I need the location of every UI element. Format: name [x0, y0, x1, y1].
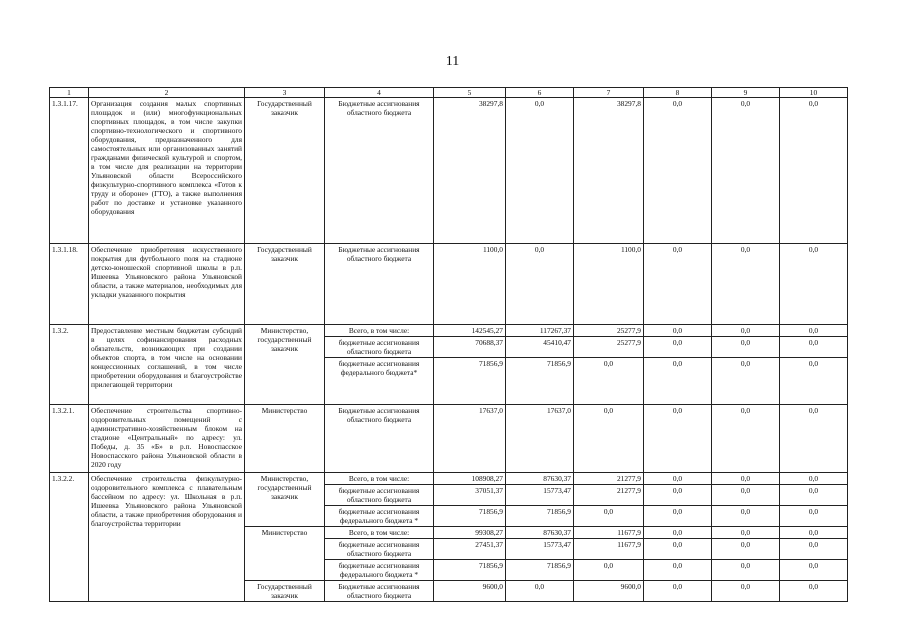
- cell-value: 38297,8: [574, 98, 644, 244]
- row-name: Предоставление местным бюджетам субсидий в целях софинансирования расходных обязательств, возникающих при создании объектов спорта, в том числе на основании концессионных соглашений, в том числе приобретении оборудования и благоустройстве прилегающей территории: [89, 325, 245, 405]
- row-source: Всего, в том числе:: [325, 325, 434, 337]
- column-header: 8: [644, 88, 712, 98]
- cell-value: 0,0: [712, 244, 780, 325]
- cell-value: 38297,8: [434, 98, 506, 244]
- row-executor: Государственный заказчик: [245, 581, 325, 602]
- column-header: 5: [434, 88, 506, 98]
- cell-value: 142545,27: [434, 325, 506, 337]
- row-source: Бюджетные ассигнования областного бюджета: [325, 244, 434, 325]
- cell-value: 0,0: [712, 527, 780, 539]
- row-code: 1.3.1.17.: [50, 98, 89, 244]
- cell-value: 99308,27: [434, 527, 506, 539]
- cell-value: 0,0: [712, 485, 780, 506]
- cell-value: 0,0: [712, 506, 780, 527]
- row-name: Организация создания малых спортивных площадок и (или) многофункциональных спортивных площадок, в том числе закупки спортивно-технологического и спортивного оборудования, предназначенного для самостоятельных или организованных занятий гражданами физической культурой и спортом, в том числе для реализации на территории Ульяновской области Всероссийского физкультурно-спортивного комплекса «Готов к труду и обороне» (ГТО), а также выполнения работ по доставке и установке указанного оборудования: [89, 98, 245, 244]
- cell-value: 11677,9: [574, 527, 644, 539]
- cell-value: 0,0: [712, 337, 780, 358]
- column-header: 3: [245, 88, 325, 98]
- row-executor: Государственный заказчик: [245, 98, 325, 244]
- cell-value: 0,0: [780, 581, 848, 602]
- row-source: Всего, в том числе:: [325, 473, 434, 485]
- cell-value: 0,0: [574, 358, 644, 405]
- cell-value: 0,0: [644, 527, 712, 539]
- cell-value: 71856,9: [434, 506, 506, 527]
- cell-value: 0,0: [780, 244, 848, 325]
- cell-value: 9600,0: [574, 581, 644, 602]
- cell-value: 0,0: [780, 337, 848, 358]
- row-source: бюджетные ассигнования областного бюджета: [325, 337, 434, 358]
- cell-value: 0,0: [574, 405, 644, 473]
- row-source: Бюджетные ассигнования областного бюджета: [325, 581, 434, 602]
- cell-value: 0,0: [780, 560, 848, 581]
- column-header: 9: [712, 88, 780, 98]
- cell-value: 0,0: [712, 98, 780, 244]
- cell-value: 0,0: [712, 581, 780, 602]
- row-source: Бюджетные ассигнования областного бюджета: [325, 98, 434, 244]
- cell-value: 21277,9: [574, 485, 644, 506]
- cell-value: 0,0: [644, 539, 712, 560]
- cell-value: 0,0: [780, 485, 848, 506]
- cell-value: 87630,37: [506, 473, 574, 485]
- cell-value: 0,0: [780, 473, 848, 485]
- cell-value: 0,0: [644, 506, 712, 527]
- row-name: Обеспечение строительства физкультурно-оздоровительного комплекса с плавательным бассейном по адресу: ул. Школьная в р.п. Ишеевка Ульяновского района Ульяновской области, а также приобретения оборудования и благоустройства территории: [89, 473, 245, 602]
- cell-value: 71856,9: [506, 560, 574, 581]
- row-executor: Министерство, государственный заказчик: [245, 473, 325, 527]
- cell-value: 0,0: [780, 98, 848, 244]
- column-header: 10: [780, 88, 848, 98]
- cell-value: 37051,37: [434, 485, 506, 506]
- column-header: 4: [325, 88, 434, 98]
- row-source: Всего, в том числе:: [325, 527, 434, 539]
- cell-value: 1100,0: [574, 244, 644, 325]
- row-name: Обеспечение приобретения искусственного покрытия для футбольного поля на стадионе детско-юношеской спортивной школы в р.п. Ишеевка Ульяновского района Ульяновской области, а также материалов, необходимых для укладки указанного покрытия: [89, 244, 245, 325]
- cell-value: 0,0: [712, 358, 780, 405]
- cell-value: 0,0: [780, 325, 848, 337]
- cell-value: 0,0: [506, 98, 574, 244]
- cell-value: 0,0: [644, 485, 712, 506]
- cell-value: 9600,0: [434, 581, 506, 602]
- cell-value: 11677,9: [574, 539, 644, 560]
- cell-value: 0,0: [644, 581, 712, 602]
- cell-value: 71856,9: [434, 560, 506, 581]
- row-name: Обеспечение строительства спортивно-оздоровительных помещений с административно-хозяйственным блоком на стадионе «Центральный» по адресу: ул. Победы, д. 35 «Б» в р.п. Новоспасское Новоспасского района Ульяновской области в 2020 году: [89, 405, 245, 473]
- row-source: бюджетные ассигнования областного бюджета: [325, 539, 434, 560]
- column-header: 2: [89, 88, 245, 98]
- cell-value: 15773,47: [506, 485, 574, 506]
- cell-value: 108908,27: [434, 473, 506, 485]
- row-source: бюджетные ассигнования областного бюджета: [325, 485, 434, 506]
- cell-value: 71856,9: [506, 506, 574, 527]
- cell-value: 87630,37: [506, 527, 574, 539]
- cell-value: 45410,47: [506, 337, 574, 358]
- header-row: [50, 88, 848, 98]
- table-row: [50, 98, 848, 244]
- row-executor: Министерство, государственный заказчик: [245, 325, 325, 405]
- cell-value: 0,0: [712, 473, 780, 485]
- cell-value: 0,0: [644, 405, 712, 473]
- row-source: Бюджетные ассигнования областного бюджета: [325, 405, 434, 473]
- cell-value: 0,0: [506, 581, 574, 602]
- row-executor: Министерство: [245, 405, 325, 473]
- cell-value: 0,0: [712, 539, 780, 560]
- page-number: 11: [445, 54, 460, 69]
- cell-value: 71856,9: [506, 358, 574, 405]
- row-code: 1.3.1.18.: [50, 244, 89, 325]
- cell-value: 15773,47: [506, 539, 574, 560]
- cell-value: 117267,37: [506, 325, 574, 337]
- cell-value: 0,0: [644, 244, 712, 325]
- row-executor: Государственный заказчик: [245, 244, 325, 325]
- table-row: [50, 473, 848, 485]
- row-source: бюджетные ассигнования федерального бюджета *: [325, 560, 434, 581]
- row-code: 1.3.2.1.: [50, 405, 89, 473]
- cell-value: 21277,9: [574, 473, 644, 485]
- cell-value: 1100,0: [434, 244, 506, 325]
- cell-value: 0,0: [574, 506, 644, 527]
- cell-value: 0,0: [780, 358, 848, 405]
- cell-value: 0,0: [644, 337, 712, 358]
- cell-value: 0,0: [712, 560, 780, 581]
- cell-value: 0,0: [780, 539, 848, 560]
- table-row: [50, 405, 848, 473]
- cell-value: 0,0: [574, 560, 644, 581]
- cell-value: 17637,0: [506, 405, 574, 473]
- cell-value: 70688,37: [434, 337, 506, 358]
- column-header: 7: [574, 88, 644, 98]
- row-source: бюджетные ассигнования федерального бюджета *: [325, 506, 434, 527]
- cell-value: 0,0: [644, 325, 712, 337]
- cell-value: 25277,9: [574, 325, 644, 337]
- cell-value: 0,0: [506, 244, 574, 325]
- cell-value: 0,0: [644, 473, 712, 485]
- budget-table: [49, 87, 848, 602]
- cell-value: 0,0: [712, 405, 780, 473]
- row-executor: Министерство: [245, 527, 325, 581]
- cell-value: 0,0: [644, 98, 712, 244]
- cell-value: 27451,37: [434, 539, 506, 560]
- row-code: 1.3.2.: [50, 325, 89, 405]
- cell-value: 25277,9: [574, 337, 644, 358]
- table-row: [50, 244, 848, 325]
- cell-value: 0,0: [780, 506, 848, 527]
- cell-value: 0,0: [644, 560, 712, 581]
- column-header: 6: [506, 88, 574, 98]
- column-header: 1: [50, 88, 89, 98]
- cell-value: 0,0: [712, 325, 780, 337]
- cell-value: 0,0: [644, 358, 712, 405]
- cell-value: 0,0: [780, 527, 848, 539]
- row-source: бюджетные ассигнования федерального бюджета*: [325, 358, 434, 405]
- cell-value: 0,0: [780, 405, 848, 473]
- table-row: [50, 325, 848, 337]
- cell-value: 71856,9: [434, 358, 506, 405]
- cell-value: 17637,0: [434, 405, 506, 473]
- row-code: 1.3.2.2.: [50, 473, 89, 602]
